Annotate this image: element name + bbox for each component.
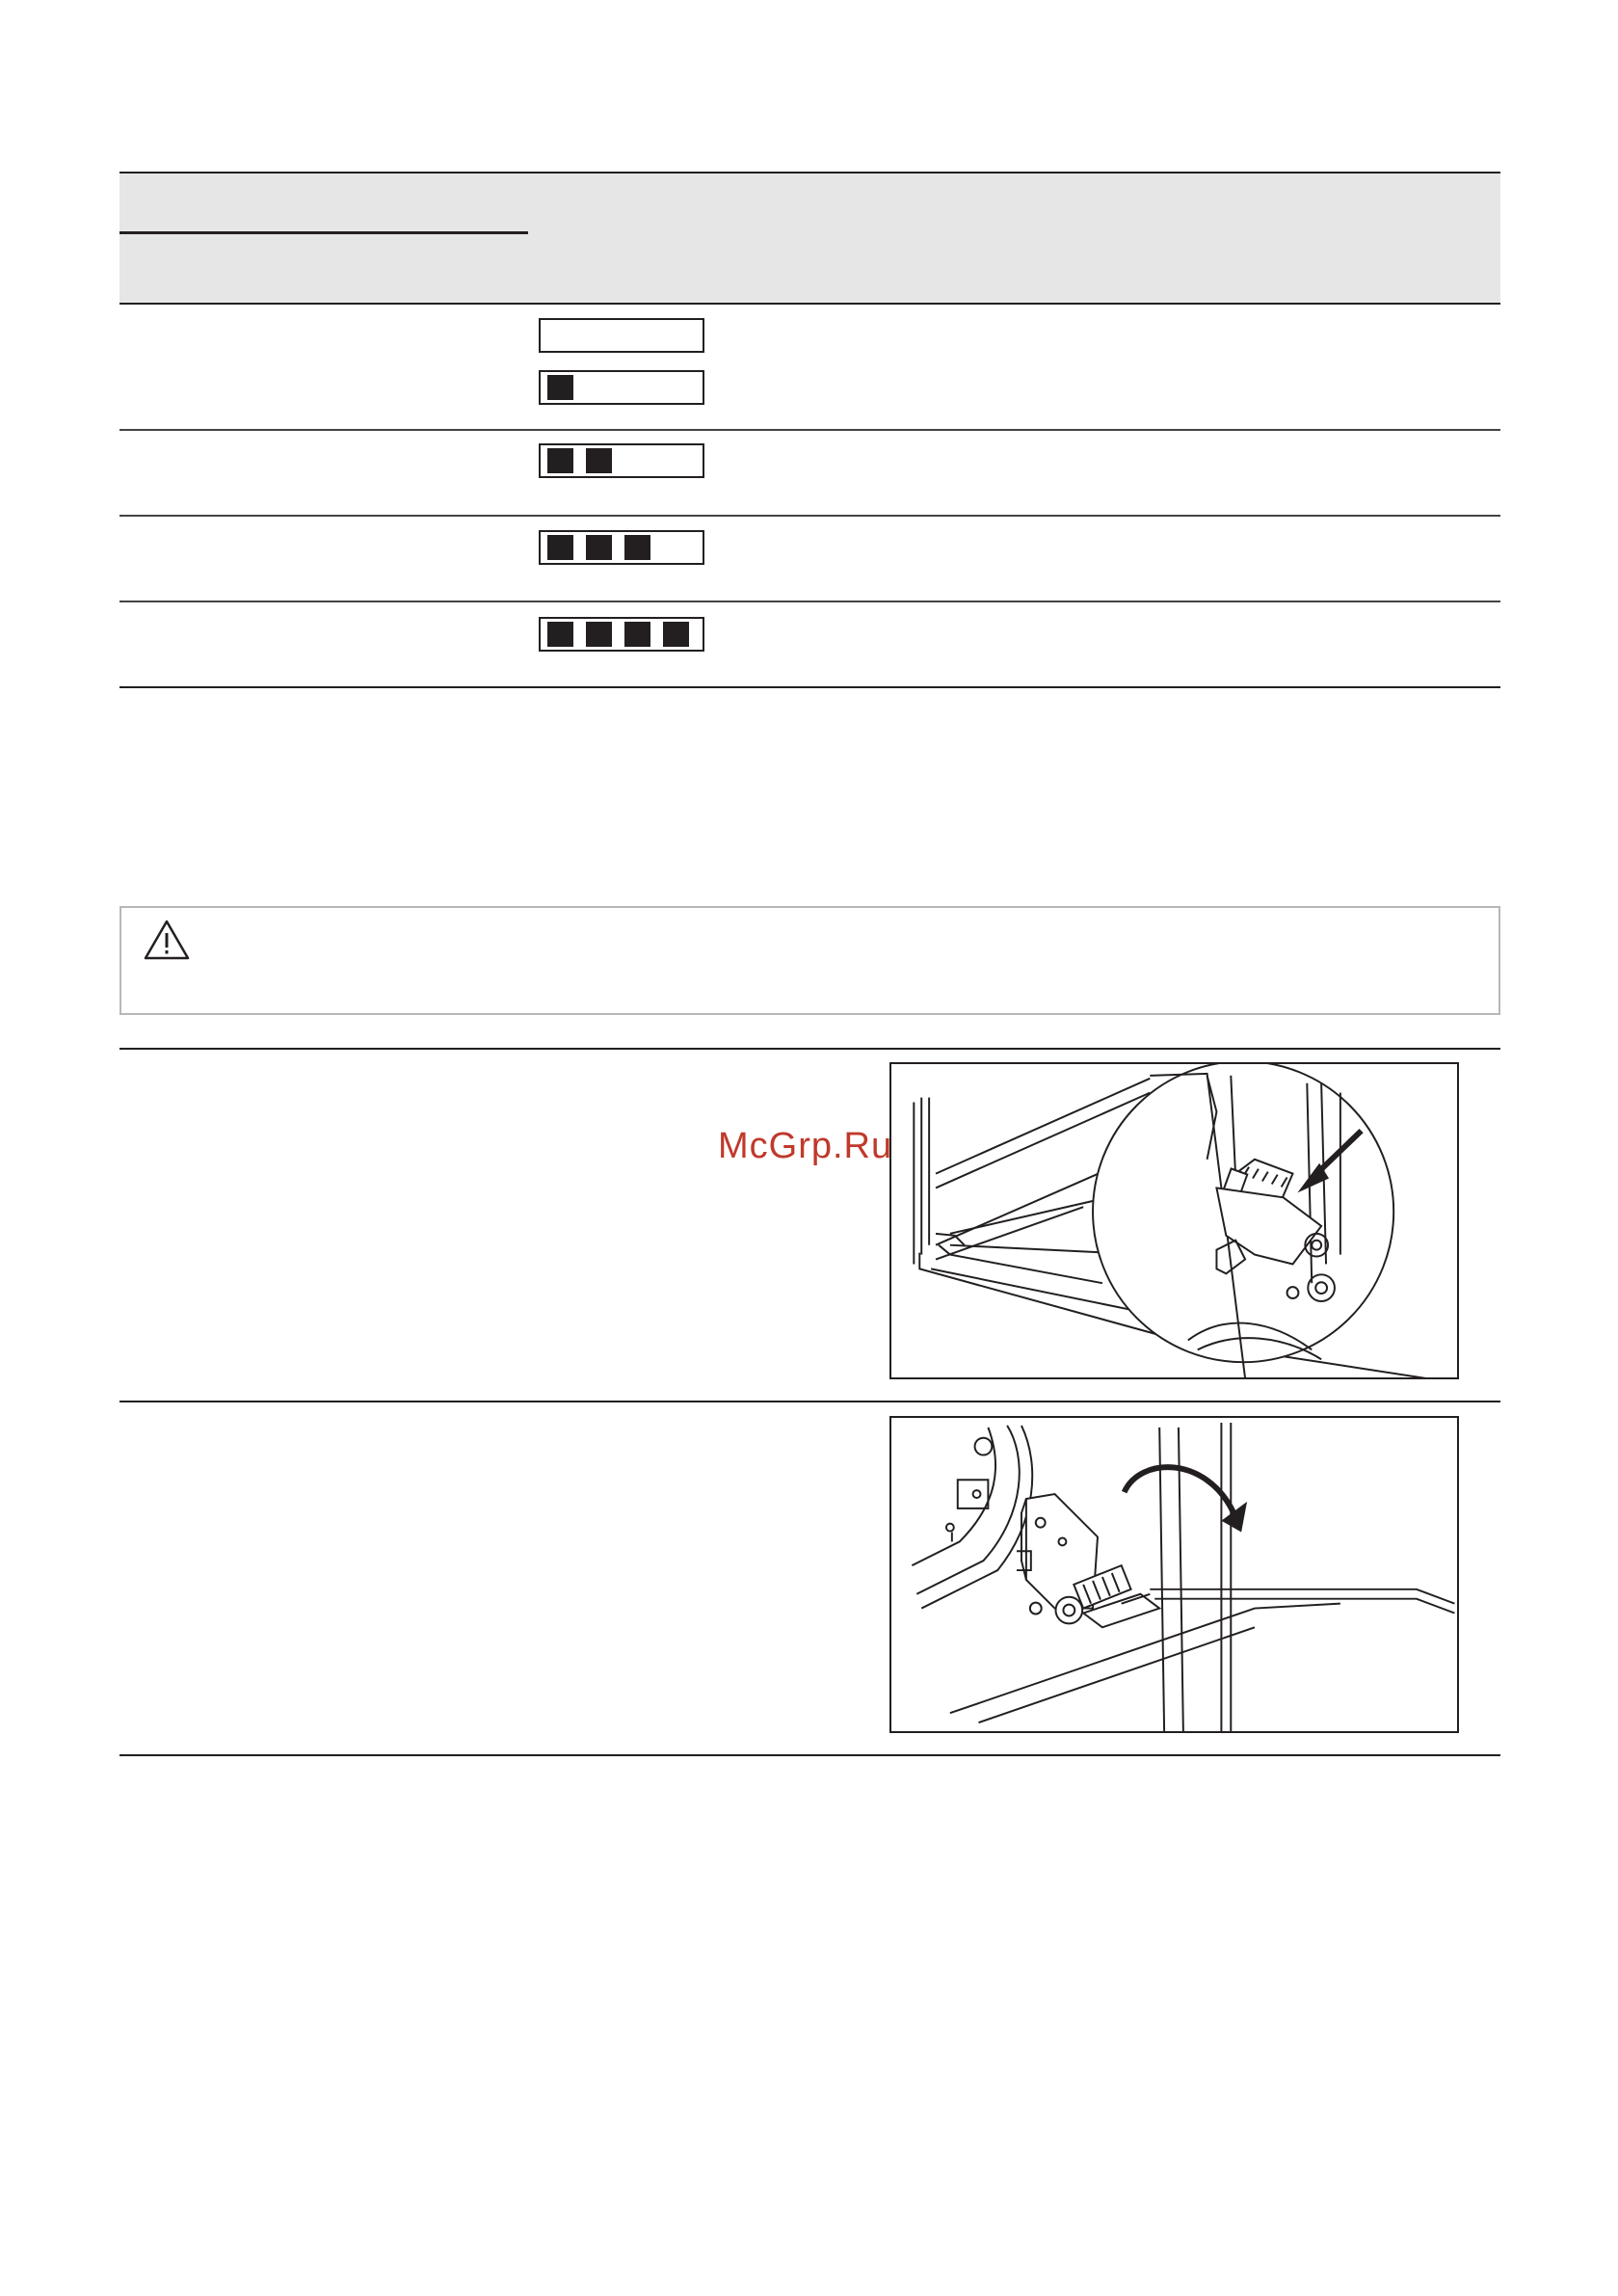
curved-arrow-icon [1221, 1502, 1247, 1533]
hinge-rotate-figure [889, 1416, 1459, 1733]
table-row-rule [119, 601, 1500, 602]
step-top-rule [119, 1048, 1500, 1050]
table-row-rule [119, 429, 1500, 431]
level-indicator-2 [539, 443, 704, 478]
level-indicator-4 [539, 617, 704, 652]
table-header-bottom-rule [119, 303, 1500, 305]
level-segment [586, 622, 612, 647]
warning-triangle-icon [143, 919, 191, 961]
level-segment [547, 622, 573, 647]
step-divider-rule [119, 1401, 1500, 1402]
watermark-text: McGrp.Ru [718, 1126, 893, 1166]
level-segment [547, 375, 573, 400]
level-segment [624, 622, 650, 647]
step-bottom-rule [119, 1754, 1500, 1756]
level-segment [586, 448, 612, 473]
table-row-rule [119, 515, 1500, 517]
table-bottom-rule [119, 686, 1500, 688]
level-indicator-3 [539, 530, 704, 565]
hinge-lever-arrow-figure [889, 1062, 1459, 1379]
table-header [119, 174, 1500, 303]
warning-box [119, 906, 1500, 1015]
level-segment [663, 622, 689, 647]
level-indicator-0 [539, 318, 704, 353]
level-segment [586, 535, 612, 560]
level-segment [547, 535, 573, 560]
level-indicator-1 [539, 370, 704, 405]
level-segment [547, 448, 573, 473]
level-segment [624, 535, 650, 560]
table-header-underline [119, 231, 528, 234]
